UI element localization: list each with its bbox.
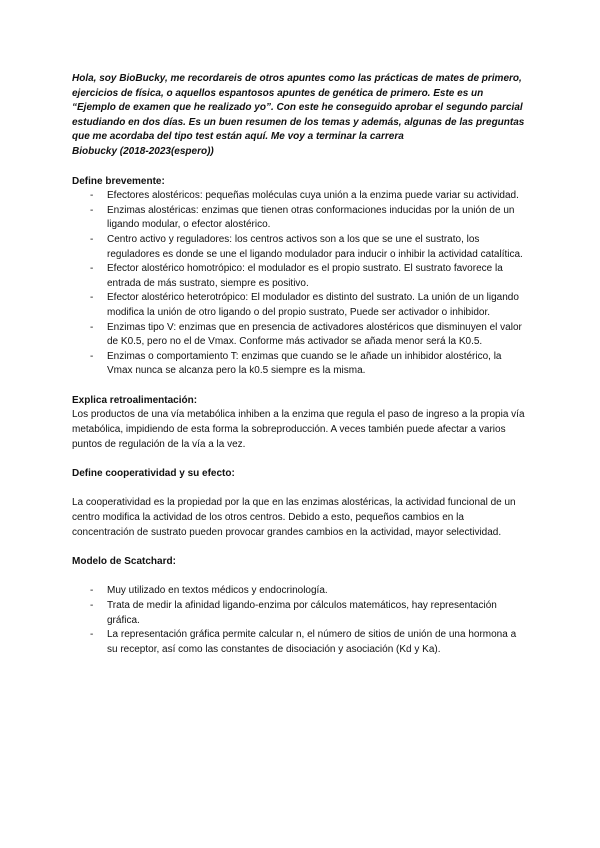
list-item: - Enzimas tipo V: enzimas que en presencia de activadores alostéricos que disminuyen el valor de K0.5, pero no el de Vmax. Conforme más activador se añada menor será la K0.5.: [72, 321, 528, 350]
intro-block: [72, 72, 528, 160]
list-item: - Efector alostérico heterotrópico: El modulador es distinto del sustrato. La unión de un ligando modifica la unión de otro ligando o del propio sustrato, Puede ser activador o inhibidor.: [72, 291, 528, 320]
definition-list: [72, 189, 528, 379]
list-item: - La representación gráfica permite calcular n, el número de sitios de unión de una hormona a su receptor, así como las constantes de disociación y asociación (Kd y Ka).: [72, 628, 528, 657]
section-paragraph: La cooperatividad es la propiedad por la que en las enzimas alostéricas, la actividad funcional de un centro modifica la actividad de los otros centros. Debido a esto, pequeños cambios en la concentración de sustrato pueden provocar grandes cambios en la actividad, mayor selectividad.: [72, 497, 516, 538]
section-cooperatividad: [72, 467, 528, 540]
section-scatchard: [72, 555, 528, 657]
intro-signature: Biobucky (2018-2023(espero)): [72, 145, 214, 157]
section-paragraph: Los productos de una vía metabólica inhiben a la enzima que regula el paso de ingreso a la propia vía metabólica, impidiendo de esta forma la sobreproducción. A veces también puede afectar a varios puntos de regulación de la vía a la vez.: [72, 409, 525, 450]
spacer: [72, 570, 528, 585]
list-item: - Enzimas o comportamiento T: enzimas que cuando se le añade un inhibidor alostérico, la Vmax nunca se alcanza pero la k0.5 siempre es la misma.: [72, 350, 528, 379]
list-item: - Efector alostérico homotrópico: el modulador es el propio sustrato. El sustrato favorece la entrada de más sustrato, siempre es positivo.: [72, 262, 528, 291]
intro-text: Hola, soy BioBucky, me recordareis de otros apuntes como las prácticas de mates de primero, ejercicios de física, o aquellos espantosos apuntes de genética de primero. Este es un “Ejemplo de examen que he realizado yo”. Con este he conseguido aprobar el segundo parcial estudiando en dos días. Es un buen resumen de los temas y además, algunas de las preguntas que me acordaba del tipo test están aquí. Me voy a terminar la carrera: [72, 73, 525, 143]
section-heading: Define cooperatividad y su efecto:: [72, 468, 235, 480]
list-item: - Muy utilizado en textos médicos y endocrinología.: [72, 584, 528, 599]
scatchard-list: [72, 584, 528, 657]
list-item: - Trata de medir la afinidad ligando-enzima por cálculos matemáticos, hay representación gráfica.: [72, 599, 528, 628]
section-heading: Modelo de Scatchard:: [72, 556, 176, 568]
list-item: - Enzimas alostéricas: enzimas que tienen otras conformaciones inducidas por la unión de un ligando modular, o efector alostérico.: [72, 204, 528, 233]
list-item: - Efectores alostéricos: pequeñas moléculas cuya unión a la enzima puede variar su actividad.: [72, 189, 528, 204]
section-heading: Explica retroalimentación:: [72, 394, 198, 406]
section-heading: Define brevemente:: [72, 175, 165, 187]
document-page: [72, 72, 528, 657]
section-retroalimentacion: [72, 394, 528, 452]
section-define-brevemente: [72, 175, 528, 379]
list-item: - Centro activo y reguladores: los centros activos son a los que se une el sustrato, los reguladores es donde se une el ligando modulador para inducir o inhibir la actividad catalítica.: [72, 233, 528, 262]
spacer: [72, 482, 528, 497]
